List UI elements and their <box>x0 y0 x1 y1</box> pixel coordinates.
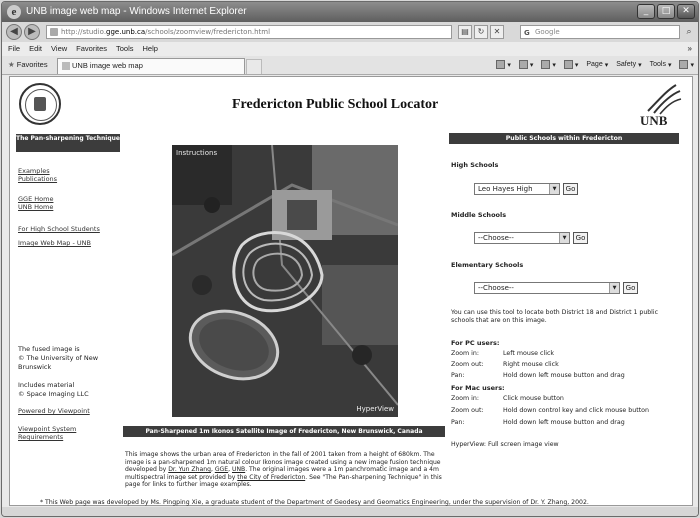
link-city-of-fredericton[interactable]: the City of Fredericton <box>237 473 306 481</box>
pc-users-title: For PC users: <box>451 339 500 347</box>
link-viewpoint-requirements-2[interactable]: Requirements <box>18 433 64 441</box>
favorites-button[interactable]: ★ Favorites <box>8 60 48 69</box>
back-button[interactable]: ◀ <box>6 24 22 40</box>
link-unb[interactable]: UNB <box>231 466 246 474</box>
middle-schools-label: Middle Schools <box>451 211 507 219</box>
page-menu[interactable]: Page ▾ <box>586 61 609 69</box>
link-high-school-students[interactable]: For High School Students <box>18 225 100 233</box>
high-school-select[interactable]: Leo Hayes High ▼ <box>474 183 560 195</box>
menu-favorites[interactable]: Favorites <box>76 44 107 53</box>
help-icon <box>679 60 688 69</box>
mac-pan-key: Pan: <box>451 419 465 426</box>
safety-menu[interactable]: Safety ▾ <box>616 61 642 69</box>
chevron-down-icon: ▼ <box>609 283 619 293</box>
hyperview-note: HyperView: Full screen image view <box>451 441 559 448</box>
page-icon <box>50 28 58 36</box>
mac-zoom-in-value: Click mouse button <box>503 395 564 402</box>
browser-window <box>1 1 699 517</box>
pc-pan-value: Hold down left mouse button and drag <box>503 372 625 379</box>
chevron-down-icon: ▼ <box>559 233 569 243</box>
elementary-schools-label: Elementary Schools <box>451 261 524 269</box>
link-publications[interactable]: Publications <box>18 175 58 183</box>
search-input[interactable]: G Google <box>520 25 680 39</box>
unb-logo-text: UNB <box>640 113 668 128</box>
unb-wave-icon <box>636 83 682 115</box>
home-button[interactable]: ▾ <box>496 60 511 69</box>
link-gge[interactable]: GGE <box>214 466 229 474</box>
title-bar <box>2 2 698 22</box>
close-button[interactable]: ✕ <box>677 4 695 19</box>
link-viewpoint-requirements[interactable]: Viewpoint System <box>18 425 77 433</box>
ie-logo-icon: e <box>7 5 21 19</box>
pc-pan-key: Pan: <box>451 372 465 379</box>
map-instructions-link[interactable]: Instructions <box>176 149 218 157</box>
star-icon: ★ <box>8 60 15 69</box>
menu-bar <box>2 42 698 56</box>
new-tab-button[interactable] <box>246 59 262 74</box>
pc-zoom-in-value: Left mouse click <box>503 350 555 357</box>
pan-sharpening-header: The Pan-sharpening Technique <box>16 134 120 152</box>
link-dr-yun-zhang[interactable]: Dr. Yun Zhang <box>168 466 211 474</box>
menu-file[interactable]: File <box>8 44 21 53</box>
favorites-bar <box>2 56 698 75</box>
university-seal-logo <box>19 83 61 125</box>
middle-school-select[interactable]: --Choose-- ▼ <box>474 232 570 244</box>
chevron-down-icon: ▼ <box>549 184 559 194</box>
mac-zoom-out-value: Hold down control key and click mouse button <box>503 407 650 414</box>
forward-button[interactable]: ▶ <box>24 24 40 40</box>
hyperview-button[interactable]: HyperView <box>356 405 394 413</box>
refresh-icon[interactable]: ↻ <box>474 25 488 39</box>
public-schools-header: Public Schools within Fredericton <box>449 133 679 144</box>
elementary-school-select[interactable]: --Choose-- ▼ <box>474 282 620 294</box>
menu-edit[interactable]: Edit <box>29 44 43 53</box>
link-gge-home[interactable]: GGE Home <box>18 195 54 203</box>
stop-icon[interactable]: ✕ <box>490 25 504 39</box>
space-imaging-note: Includes material © Space Imaging LLC <box>18 381 89 398</box>
middle-school-go-button[interactable]: Go <box>573 232 588 244</box>
window-title: UNB image web map - Windows Internet Explorer <box>26 6 247 17</box>
mac-zoom-in-key: Zoom in: <box>451 395 480 402</box>
url-input[interactable]: http://studio.gge.unb.ca/schools/zoomview/fredericton.html <box>46 25 452 39</box>
home-icon <box>496 60 505 69</box>
pc-zoom-out-key: Zoom out: <box>451 361 484 368</box>
menu-more-icon[interactable]: » <box>687 44 692 53</box>
feeds-button[interactable]: ▾ <box>519 60 534 69</box>
status-bar <box>2 507 698 517</box>
address-bar <box>2 22 698 42</box>
print-button[interactable]: ▾ <box>564 60 579 69</box>
high-school-go-button[interactable]: Go <box>563 183 578 195</box>
mac-zoom-out-key: Zoom out: <box>451 407 484 414</box>
tab-page-icon <box>62 62 70 70</box>
menu-view[interactable]: View <box>51 44 68 53</box>
browser-tab[interactable]: UNB image web map <box>57 58 245 74</box>
fused-image-note: The fused image is © The University of New Brunswick <box>18 345 99 371</box>
image-caption-text: This image shows the urban area of Fredericton in the fall of 2001 taken from a height of 680km. The image is a pan-sharpened 1m natural colour Ikonos image created using a new image fusion technique developed by Dr. Yun Zhang, GGE, UNB. The original images were a 1m panchromatic image and a 4m multispectral image set provided by the City of Fredericton. See "The Pan-sharpening Technique" in this page for links to further image examples. <box>125 451 442 489</box>
mac-users-title: For Mac users: <box>451 384 505 392</box>
page-footer: * This Web page was developed by Ms. Pingping Xie, a graduate student of the Department of Geodesy and Geomatics Engineering, under the supervision of Dr. Y. Zhang, 2002. <box>40 499 589 506</box>
feeds-icon <box>519 60 528 69</box>
help-button[interactable]: ▾ <box>679 60 694 69</box>
minimize-button[interactable]: _ <box>637 4 655 19</box>
elementary-school-go-button[interactable]: Go <box>623 282 638 294</box>
print-icon <box>564 60 573 69</box>
maximize-button[interactable]: □ <box>657 4 675 19</box>
tool-description: You can use this tool to locate both District 18 and District 1 public schools that are on this image. <box>451 309 659 324</box>
link-powered-by-viewpoint[interactable]: Powered by Viewpoint <box>18 407 90 415</box>
menu-tools[interactable]: Tools <box>116 44 134 53</box>
satellite-image <box>172 145 398 417</box>
pc-zoom-out-value: Right mouse click <box>503 361 559 368</box>
image-caption-title: Pan-Sharpened 1m Ikonos Satellite Image of Fredericton, New Brunswick, Canada <box>123 426 445 437</box>
high-schools-label: High Schools <box>451 161 499 169</box>
google-icon: G <box>524 29 530 37</box>
compatibility-view-icon[interactable]: ▤ <box>458 25 472 39</box>
satellite-map-viewer[interactable] <box>172 145 398 417</box>
mail-button[interactable]: ▾ <box>541 60 556 69</box>
mail-icon <box>541 60 550 69</box>
mac-pan-value: Hold down left mouse button and drag <box>503 419 625 426</box>
page-title: Fredericton Public School Locator <box>232 97 439 112</box>
link-examples[interactable]: Examples <box>18 167 50 175</box>
tools-menu[interactable]: Tools ▾ <box>649 61 672 69</box>
unb-logo[interactable] <box>636 83 682 131</box>
web-page <box>9 76 693 506</box>
pc-zoom-in-key: Zoom in: <box>451 350 480 357</box>
link-image-web-map[interactable]: Image Web Map - UNB <box>18 239 91 247</box>
link-unb-home[interactable]: UNB Home <box>18 203 54 211</box>
search-icon[interactable]: ⌕ <box>686 27 692 37</box>
menu-help[interactable]: Help <box>142 44 158 53</box>
